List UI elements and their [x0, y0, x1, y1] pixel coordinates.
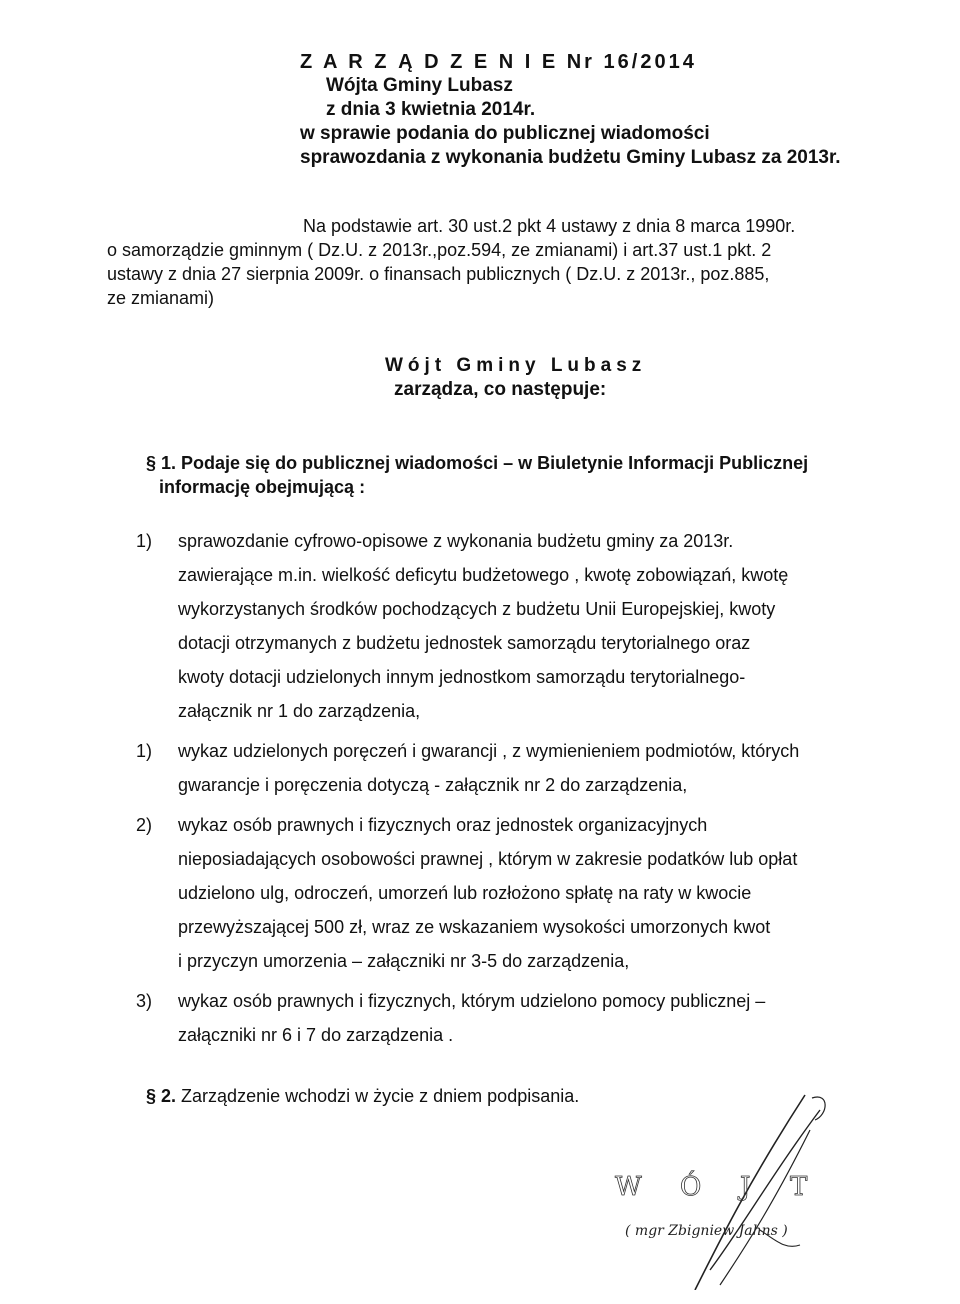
- list-item-text: [178, 808, 896, 978]
- basis-line: Na podstawie art. 30 ust.2 pkt 4 ustawy z dnia 8 marca 1990r.: [303, 216, 796, 236]
- list-item-number: 2): [136, 815, 153, 835]
- paragraph-2-mark: § 2.: [146, 1086, 177, 1106]
- signature-graphic: [600, 1090, 900, 1290]
- subject-line-1: w sprawie podania do publicznej wiadomości: [300, 123, 710, 144]
- list-item-line: wykaz udzielonych poręczeń i gwarancji , z wymienieniem podmiotów, których: [178, 741, 800, 761]
- decree-formula: zarządza, co następuje:: [394, 379, 607, 400]
- list-item-line: zawierające m.in. wielkość deficytu budżetowego , kwotę zobowiązań, kwotę: [178, 565, 789, 585]
- signature-stamp: [600, 1090, 900, 1290]
- list-item: [136, 734, 896, 802]
- ordinance-number: Z A R Z Ą D Z E N I E Nr 16/2014: [300, 51, 697, 73]
- basis-line: o samorządzie gminnym ( Dz.U. z 2013r.,poz.594, ze zmianami) i art.37 ust.1 pkt. 2: [107, 240, 772, 260]
- list-item: [136, 984, 896, 1052]
- issuer-title: Wójt Gminy Lubasz: [385, 355, 647, 376]
- list-item-line: kwoty dotacji udzielonych innym jednostkom samorządu terytorialnego-: [178, 667, 746, 687]
- list-item-line: przewyższającej 500 zł, wraz ze wskazaniem wysokości umorzonych kwot: [178, 917, 771, 937]
- paragraph-2-text: Zarządzenie wchodzi w życie z dniem podpisania.: [181, 1086, 580, 1106]
- list-item-line: wykorzystanych środków pochodzących z budżetu Unii Europejskiej, kwoty: [178, 599, 776, 619]
- stamp-name: ( mgr Zbigniew Jahns ): [625, 1223, 788, 1239]
- issue-date: z dnia 3 kwietnia 2014r.: [326, 99, 536, 120]
- list-item-line: i przyczyn umorzenia – załączniki nr 3-5 do zarządzenia,: [178, 951, 630, 971]
- list-item-line: gwarancje i poręczenia dotyczą - załącznik nr 2 do zarządzenia,: [178, 775, 688, 795]
- list-item-line: załącznik nr 1 do zarządzenia,: [178, 701, 421, 721]
- list-item-text: [178, 734, 896, 802]
- svg-text:Ó: Ó: [680, 1172, 702, 1202]
- list-item-line: wykaz osób prawnych i fizycznych, którym udzielono pomocy publicznej –: [178, 991, 766, 1011]
- document-header: [300, 50, 900, 170]
- issuer-block: [370, 354, 646, 402]
- list-item: [136, 524, 896, 728]
- list-item-line: udzielono ulg, odroczeń, umorzeń lub rozłożono spłatę na raty w kwocie: [178, 883, 752, 903]
- list-item-number: 1): [136, 531, 153, 551]
- svg-text:J: J: [740, 1172, 751, 1202]
- list-item-line: sprawozdanie cyfrowo-opisowe z wykonania budżetu gminy za 2013r.: [178, 531, 734, 551]
- item-list: [136, 524, 896, 1052]
- list-item-number: 3): [136, 991, 153, 1011]
- list-item-line: dotacji otrzymanych z budżetu jednostek samorządu terytorialnego oraz: [178, 633, 751, 653]
- list-item-line: załączniki nr 6 i 7 do zarządzenia .: [178, 1025, 454, 1045]
- paragraph-1: [146, 451, 906, 499]
- list-item-text: [178, 524, 896, 728]
- issuer: Wójta Gminy Lubasz: [326, 75, 513, 96]
- list-item-text: [178, 984, 896, 1052]
- legal-basis: [107, 214, 887, 310]
- paragraph-1-line: informację obejmującą :: [159, 477, 366, 497]
- list-item-line: nieposiadających osobowości prawnej , którym w zakresie podatków lub opłat: [178, 849, 798, 869]
- paragraph-2: [146, 1083, 579, 1109]
- list-item: [136, 808, 896, 978]
- svg-text:T: T: [790, 1172, 808, 1202]
- basis-line: ze zmianami): [107, 288, 215, 308]
- list-item-line: wykaz osób prawnych i fizycznych oraz jednostek organizacyjnych: [178, 815, 708, 835]
- basis-line: ustawy z dnia 27 sierpnia 2009r. o finansach publicznych ( Dz.U. z 2013r., poz.885,: [107, 264, 770, 284]
- svg-text:W: W: [615, 1172, 642, 1202]
- subject-line-2: sprawozdania z wykonania budżetu Gminy Lubasz za 2013r.: [300, 147, 841, 168]
- paragraph-1-line: § 1. Podaje się do publicznej wiadomości – w Biuletynie Informacji Publicznej: [146, 453, 809, 473]
- list-item-number: 1): [136, 741, 153, 761]
